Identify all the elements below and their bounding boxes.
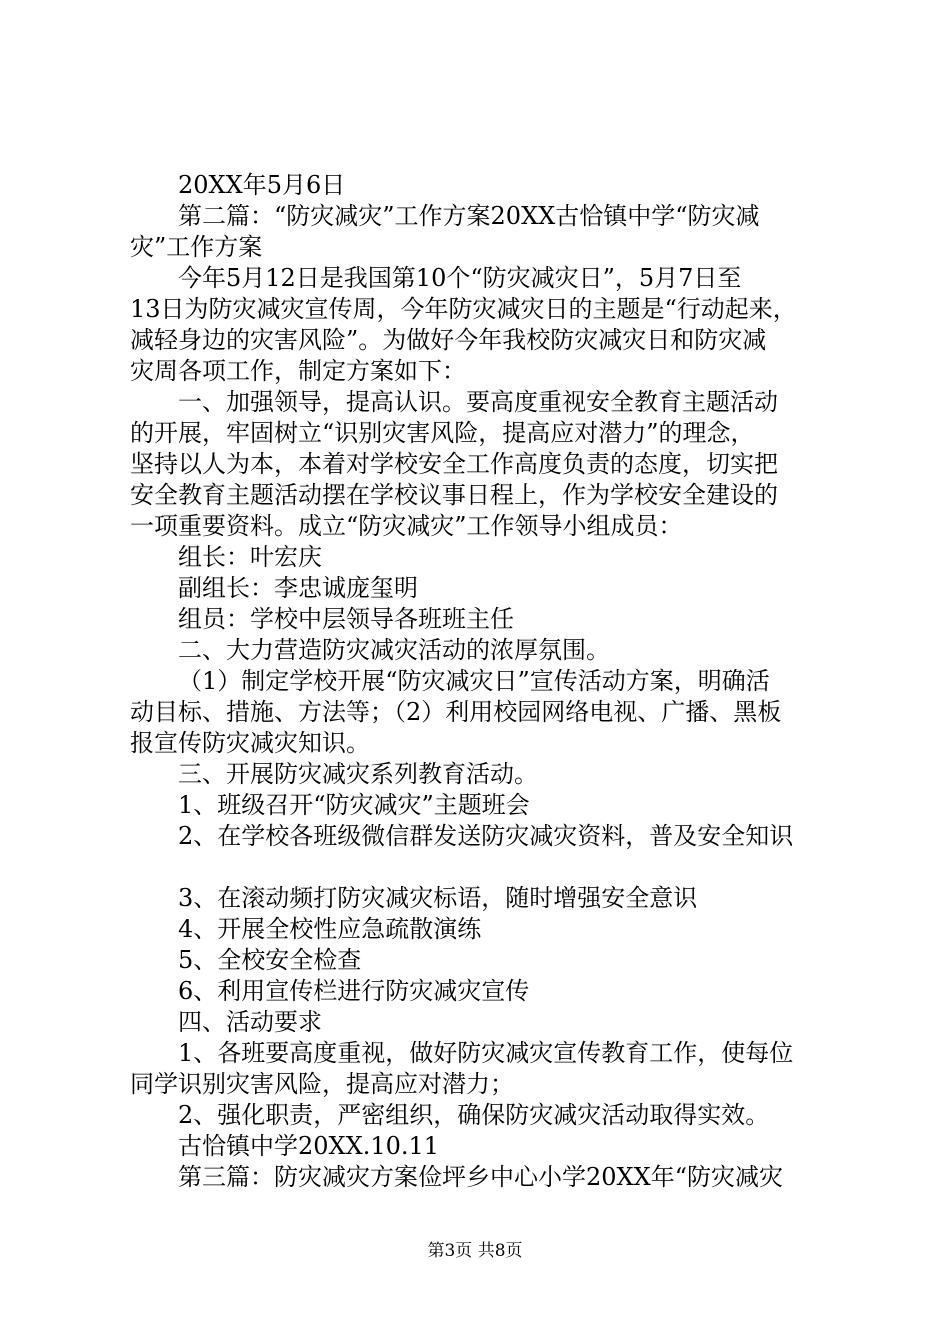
paragraph-line: 减轻身边的灾害风险”。为做好今年我校防灾减灾日和防灾减 bbox=[130, 326, 767, 354]
paragraph-line: 今年5月12日是我国第10个“防灾减灾日”，5月7日至 bbox=[178, 264, 742, 292]
paragraph-line: 三、开展防灾减灾系列教育活动。 bbox=[178, 760, 538, 788]
paragraph-line: 二、大力营造防灾减灾活动的浓厚氛围。 bbox=[178, 636, 610, 664]
page-number-footer: 第3页 共8页 bbox=[427, 1241, 523, 1261]
blank-line bbox=[130, 852, 840, 883]
paragraph-line: 坚持以人为本，本着对学校安全工作高度负责的态度，切实把 bbox=[130, 450, 778, 478]
list-item: 3、在滚动频打防灾减灾标语，随时增强安全意识 bbox=[178, 884, 698, 912]
paragraph-line: 报宣传防灾减灾知识。 bbox=[130, 729, 370, 757]
list-item: 6、利用宣传栏进行防灾减灾宣传 bbox=[178, 977, 530, 1005]
paragraph-line: 四、活动要求 bbox=[178, 1008, 322, 1036]
section-heading-2-cont: 灾”工作方案 bbox=[130, 233, 263, 261]
list-item: 1、各班要高度重视，做好防灾减灾宣传教育工作，使每位 bbox=[178, 1039, 794, 1067]
list-item: 2、强化职责，严密组织，确保防灾减灾活动取得实效。 bbox=[178, 1101, 770, 1129]
paragraph-line: 一项重要资料。成立“防灾减灾”工作领导小组成员： bbox=[130, 512, 683, 540]
members-line: 组员：学校中层领导各班班主任 bbox=[178, 605, 514, 633]
paragraph-line: 的开展，牢固树立“识别灾害风险，提高应对潜力”的理念， bbox=[130, 419, 755, 447]
date-line: 20XX年5月6日 bbox=[178, 171, 346, 199]
paragraph-line: 灾周各项工作，制定方案如下： bbox=[130, 357, 466, 385]
paragraph-line: 动目标、措施、方法等；（2）利用校园网络电视、广播、黑板 bbox=[130, 698, 782, 726]
paragraph-line: （1）制定学校开展“防灾减灾日”宣传活动方案，明确活 bbox=[178, 667, 770, 695]
section-heading-2: 第二篇：“防灾减灾”工作方案20XX古恰镇中学“防灾减 bbox=[178, 202, 760, 230]
list-item: 4、开展全校性应急疏散演练 bbox=[178, 915, 482, 943]
deputy-leader-line: 副组长：李忠诚庞玺明 bbox=[178, 574, 418, 602]
leader-line: 组长：叶宏庆 bbox=[178, 543, 322, 571]
paragraph-line: 13日为防灾减灾宣传周，今年防灾减灾日的主题是“行动起来， bbox=[130, 295, 797, 323]
signature-line: 古恰镇中学20XX.10.11 bbox=[178, 1132, 440, 1160]
paragraph-line: 安全教育主题活动摆在学校议事日程上，作为学校安全建设的 bbox=[130, 481, 778, 509]
document-body bbox=[130, 170, 840, 1193]
paragraph-line: 同学识别灾害风险，提高应对潜力； bbox=[130, 1070, 514, 1098]
list-item: 5、全校安全检查 bbox=[178, 946, 362, 974]
section-heading-3: 第三篇：防灾减灾方案俭坪乡中心小学20XX年“防灾减灾 bbox=[178, 1163, 783, 1191]
list-item: 2、在学校各班级微信群发送防灾减灾资料，普及安全知识 bbox=[178, 822, 794, 850]
list-item: 1、班级召开“防灾减灾”主题班会 bbox=[178, 791, 530, 819]
paragraph-line: 一、加强领导，提高认识。要高度重视安全教育主题活动 bbox=[178, 388, 778, 416]
